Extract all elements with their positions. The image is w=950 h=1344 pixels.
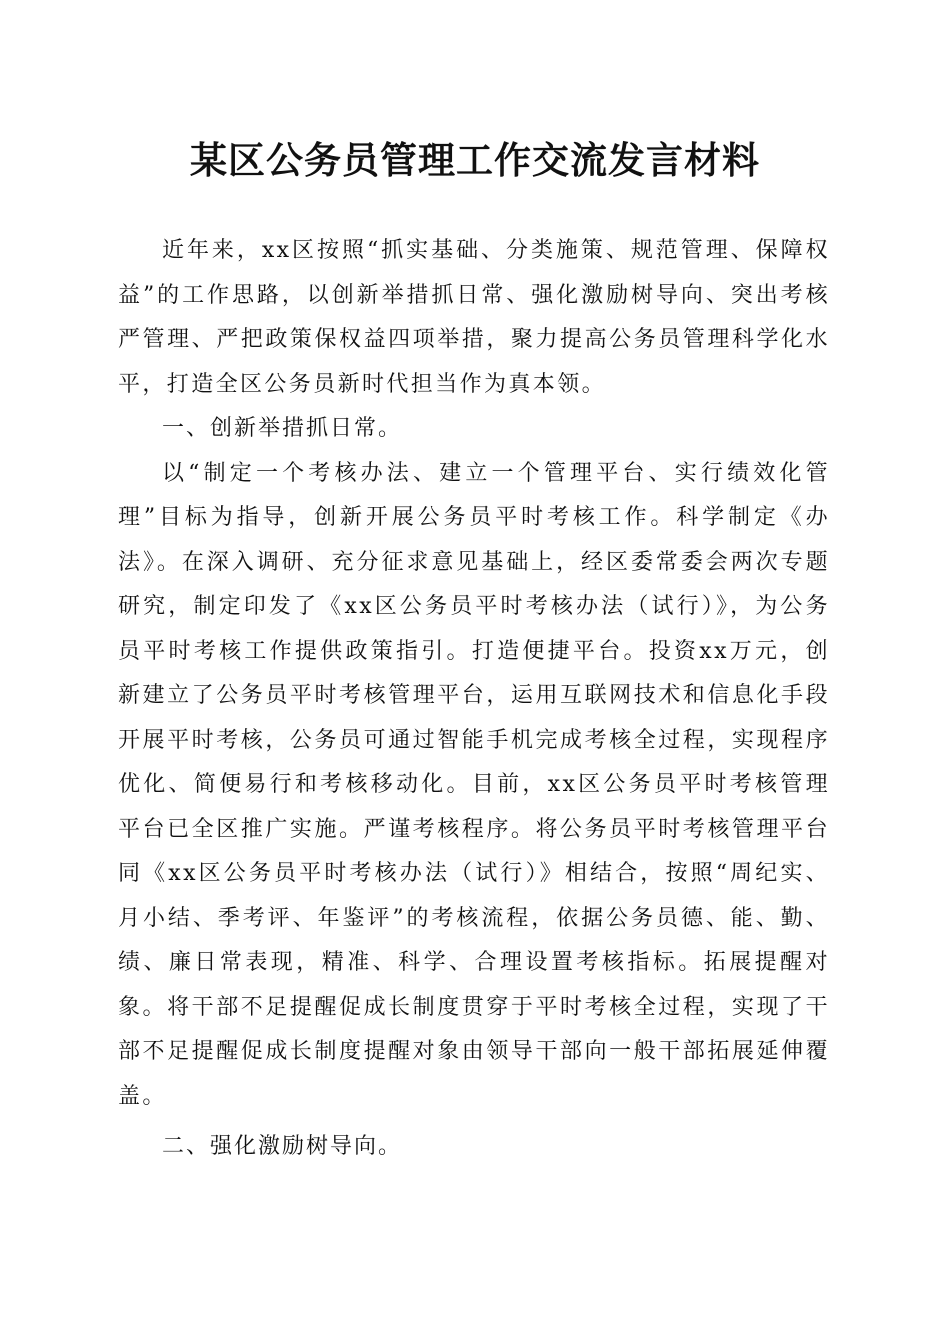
intro-paragraph: 近年来，xx区按照“抓实基础、分类施策、规范管理、保障权益”的工作思路，以创新举措抓日常、强化激励树导向、突出考核严管理、严把政策保权益四项举措，聚力提高公务员管理科学化水平，打造全区公务员新时代担当作为真本领。: [118, 238, 830, 397]
section-heading-1: 一、创新举措抓日常。: [162, 416, 403, 441]
section-1-paragraph: 以“制定一个考核办法、建立一个管理平台、实行绩效化管理”目标为指导，创新开展公务员平时考核工作。科学制定《办法》。在深入调研、充分征求意见基础上，经区委常委会两次专题研究，制定印发了《xx区公务员平时考核办法（试行）》，为公务员平时考核工作提供政策指引。打造便捷平台。投资xx万元，创新建立了公务员平时考核管理平台，运用互联网技术和信息化手段开展平时考核，公务员可通过智能手机完成考核全过程，实现程序优化、简便易行和考核移动化。目前，xx区公务员平时考核管理平台已全区推广实施。严谨考核程序。将公务员平时考核管理平台同《xx区公务员平时考核办法（试行）》相结合，按照“周纪实、月小结、季考评、年鉴评”的考核流程，依据公务员德、能、勤、绩、廉日常表现，精准、科学、合理设置考核指标。拓展提醒对象。将干部不足提醒促成长制度贯穿于平时考核全过程，实现了干部不足提醒促成长制度提醒对象由领导干部向一般干部拓展延伸覆盖。: [118, 460, 830, 1109]
document-title: 某区公务员管理工作交流发言材料: [190, 138, 760, 182]
section-heading-2: 二、强化激励树导向。: [162, 1134, 403, 1159]
document-body: [118, 229, 830, 1170]
